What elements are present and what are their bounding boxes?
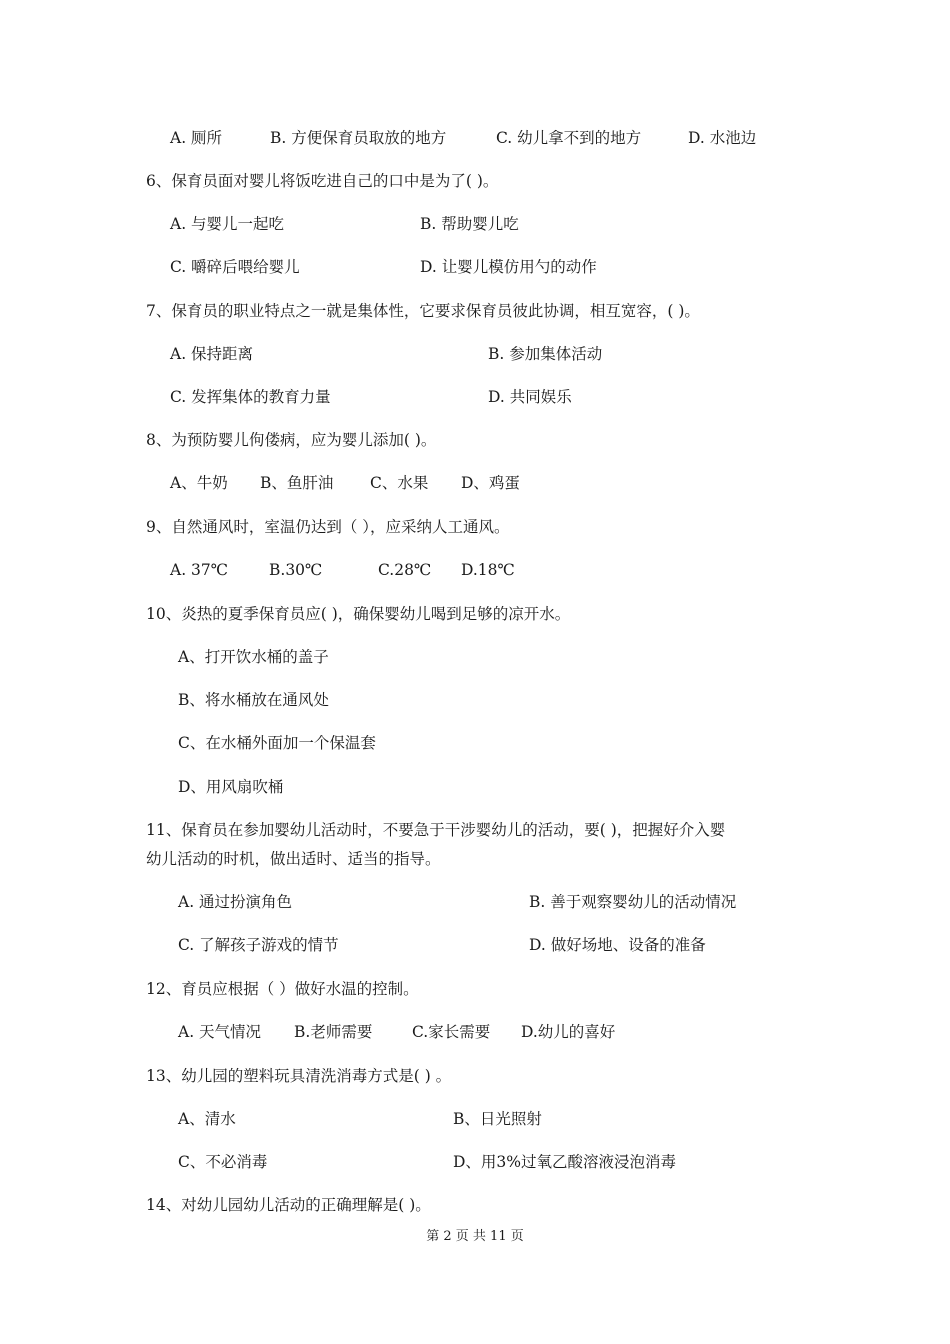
q10-option-b: B、将水桶放在通风处 xyxy=(178,691,329,709)
q8-option-a: A、牛奶 xyxy=(170,474,228,492)
q11-stem-line1: 11、保育员在参加婴幼儿活动时，不要急于干涉婴幼儿的活动，要( )，把握好介入婴 xyxy=(146,821,726,839)
q12-option-a: A. 天气情况 xyxy=(178,1023,262,1041)
page-footer: 第 2 页 共 11 页 xyxy=(426,1229,524,1244)
q13-option-d: D、用3%过氧乙酸溶液浸泡消毒 xyxy=(453,1153,677,1171)
q5-option-d: D. 水池边 xyxy=(688,129,757,147)
q9-option-c: C.28℃ xyxy=(378,561,432,579)
q12-option-b: B.老师需要 xyxy=(294,1023,373,1041)
q9-option-d: D.18℃ xyxy=(461,561,515,579)
q5-option-a: A. 厕所 xyxy=(170,129,223,147)
q6-option-b: B. 帮助婴儿吃 xyxy=(420,215,519,233)
q5-option-b: B. 方便保育员取放的地方 xyxy=(270,129,447,147)
q11-option-a: A. 通过扮演角色 xyxy=(178,893,293,911)
q7-option-c: C. 发挥集体的教育力量 xyxy=(170,388,331,406)
q13-option-b: B、日光照射 xyxy=(453,1110,542,1128)
q6-option-a: A. 与婴儿一起吃 xyxy=(170,215,285,233)
q13-option-a: A、清水 xyxy=(178,1110,236,1128)
q7-option-b: B. 参加集体活动 xyxy=(488,345,603,363)
q6-option-d: D. 让婴儿模仿用勺的动作 xyxy=(420,258,597,276)
q11-option-d: D. 做好场地、设备的准备 xyxy=(529,936,706,954)
q9-option-a: A. 37℃ xyxy=(170,561,229,579)
q9-option-b: B.30℃ xyxy=(269,561,323,579)
q6-option-c: C. 嚼碎后喂给婴儿 xyxy=(170,258,300,276)
q9-stem: 9、自然通风时，室温仍达到（ ），应采纳人工通风。 xyxy=(146,518,510,536)
q12-option-c: C.家长需要 xyxy=(412,1023,491,1041)
q7-option-a: A. 保持距离 xyxy=(170,345,254,363)
q11-option-c: C. 了解孩子游戏的情节 xyxy=(178,936,339,954)
q6-stem: 6、保育员面对婴儿将饭吃进自己的口中是为了( )。 xyxy=(146,172,499,190)
q11-stem-line2: 幼儿活动的时机，做出适时、适当的指导。 xyxy=(146,850,441,868)
q5-option-c: C. 幼儿拿不到的地方 xyxy=(496,129,642,147)
q11-option-b: B. 善于观察婴幼儿的活动情况 xyxy=(529,893,737,911)
q7-stem: 7、保育员的职业特点之一就是集体性，它要求保育员彼此协调，相互宽容，( )。 xyxy=(146,302,700,320)
q10-option-c: C、在水桶外面加一个保温套 xyxy=(178,734,376,752)
q10-option-a: A、打开饮水桶的盖子 xyxy=(178,648,329,666)
q13-stem: 13、幼儿园的塑料玩具清洗消毒方式是( ) 。 xyxy=(146,1067,452,1085)
q8-stem: 8、为预防婴儿佝偻病，应为婴儿添加( )。 xyxy=(146,431,437,449)
q10-option-d: D、用风扇吹桶 xyxy=(178,778,284,796)
q8-option-b: B、鱼肝油 xyxy=(260,474,334,492)
q8-option-c: C、水果 xyxy=(370,474,429,492)
q14-stem: 14、对幼儿园幼儿活动的正确理解是( )。 xyxy=(146,1196,431,1214)
q10-stem: 10、炎热的夏季保育员应( )，确保婴幼儿喝到足够的凉开水。 xyxy=(146,605,571,623)
q7-option-d: D. 共同娱乐 xyxy=(488,388,572,406)
q13-option-c: C、不必消毒 xyxy=(178,1153,268,1171)
q8-option-d: D、鸡蛋 xyxy=(461,474,520,492)
q12-stem: 12、育员应根据（ ）做好水温的控制。 xyxy=(146,980,419,998)
q12-option-d: D.幼儿的喜好 xyxy=(521,1023,616,1041)
